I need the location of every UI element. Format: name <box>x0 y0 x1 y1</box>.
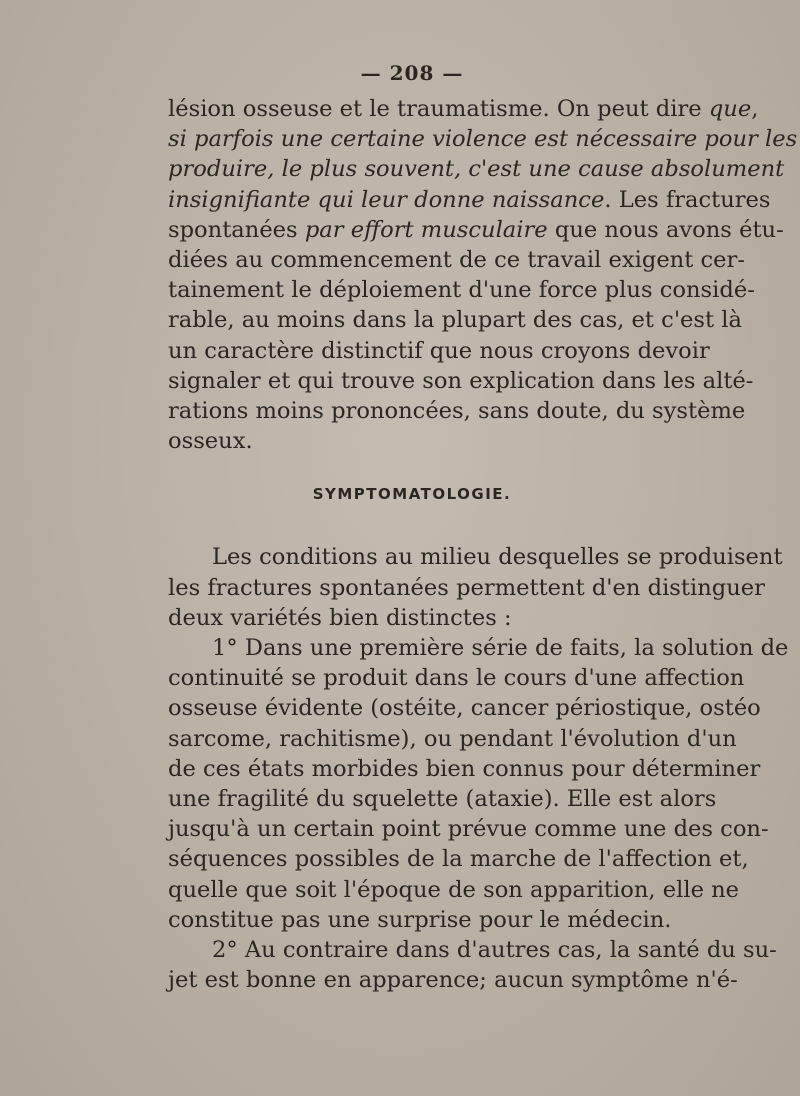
paragraph-1-line: si parfois une certaine violence est nécessaire pour les <box>168 126 798 153</box>
paragraph-1-line: produire, le plus souvent, c'est une cause absolument <box>168 156 785 183</box>
paragraph-2-line: les fractures spontanées permettent d'en distinguer <box>168 574 765 601</box>
paragraph-1-line: rable, au moins dans la plupart des cas, et c'est là <box>168 307 742 334</box>
page-number: — 208 — <box>360 61 464 85</box>
section-heading: SYMPTOMATOLOGIE. <box>312 485 512 504</box>
paragraph-3-line: continuité se produit dans le cours d'une affection <box>168 665 745 692</box>
paragraph-3-line: séquences possibles de la marche de l'affection et, <box>168 846 749 873</box>
paragraph-1-line: tainement le déploiement d'une force plus considé- <box>168 277 755 304</box>
paragraph-3-line: de ces états morbides bien connus pour déterminer <box>168 755 761 782</box>
paragraph-4 <box>168 935 777 995</box>
paragraph-4-line: 2° Au contraire dans d'autres cas, la santé du su- <box>212 937 777 964</box>
paragraph-1-line: spontanées par effort musculaire que nous avons étu- <box>168 216 784 243</box>
paragraph-1 <box>168 94 798 456</box>
paragraph-1-line: rations moins prononcées, sans doute, du système <box>168 398 746 425</box>
paragraph-1-line: un caractère distinctif que nous croyons devoir <box>168 337 710 364</box>
page-text <box>168 58 798 995</box>
paragraph-2-line: deux variétés bien distinctes : <box>168 604 512 631</box>
paragraph-3-line: constitue pas une surprise pour le médecin. <box>168 906 672 933</box>
paragraph-3-line: quelle que soit l'époque de son apparition, elle ne <box>168 876 740 903</box>
paragraph-2-line: Les conditions au milieu desquelles se produisent <box>212 544 783 571</box>
paragraph-1-line: signaler et qui trouve son explication dans les alté- <box>168 367 754 394</box>
paragraph-2 <box>168 542 783 633</box>
paragraph-4-line: jet est bonne en apparence; aucun symptôme n'é- <box>168 967 738 994</box>
paragraph-1-line: diées au commencement de ce travail exigent cer- <box>168 247 745 274</box>
paragraph-1-line: lésion osseuse et le traumatisme. On peut dire que, <box>168 96 759 122</box>
paragraph-1-line: osseux. <box>168 428 253 455</box>
paragraph-3 <box>168 633 789 935</box>
paragraph-3-line: 1° Dans une première série de faits, la solution de <box>212 635 789 662</box>
paragraph-3-line: jusqu'à un certain point prévue comme une des con- <box>168 816 769 843</box>
paragraph-3-line: sarcome, rachitisme), ou pendant l'évolution d'un <box>168 725 737 752</box>
paragraph-3-line: osseuse évidente (ostéite, cancer périostique, ostéo <box>168 695 761 722</box>
paragraph-3-line: une fragilité du squelette (ataxie). Elle est alors <box>168 786 717 813</box>
paragraph-1-line: insignifiante qui leur donne naissance. Les fractures <box>168 186 771 213</box>
